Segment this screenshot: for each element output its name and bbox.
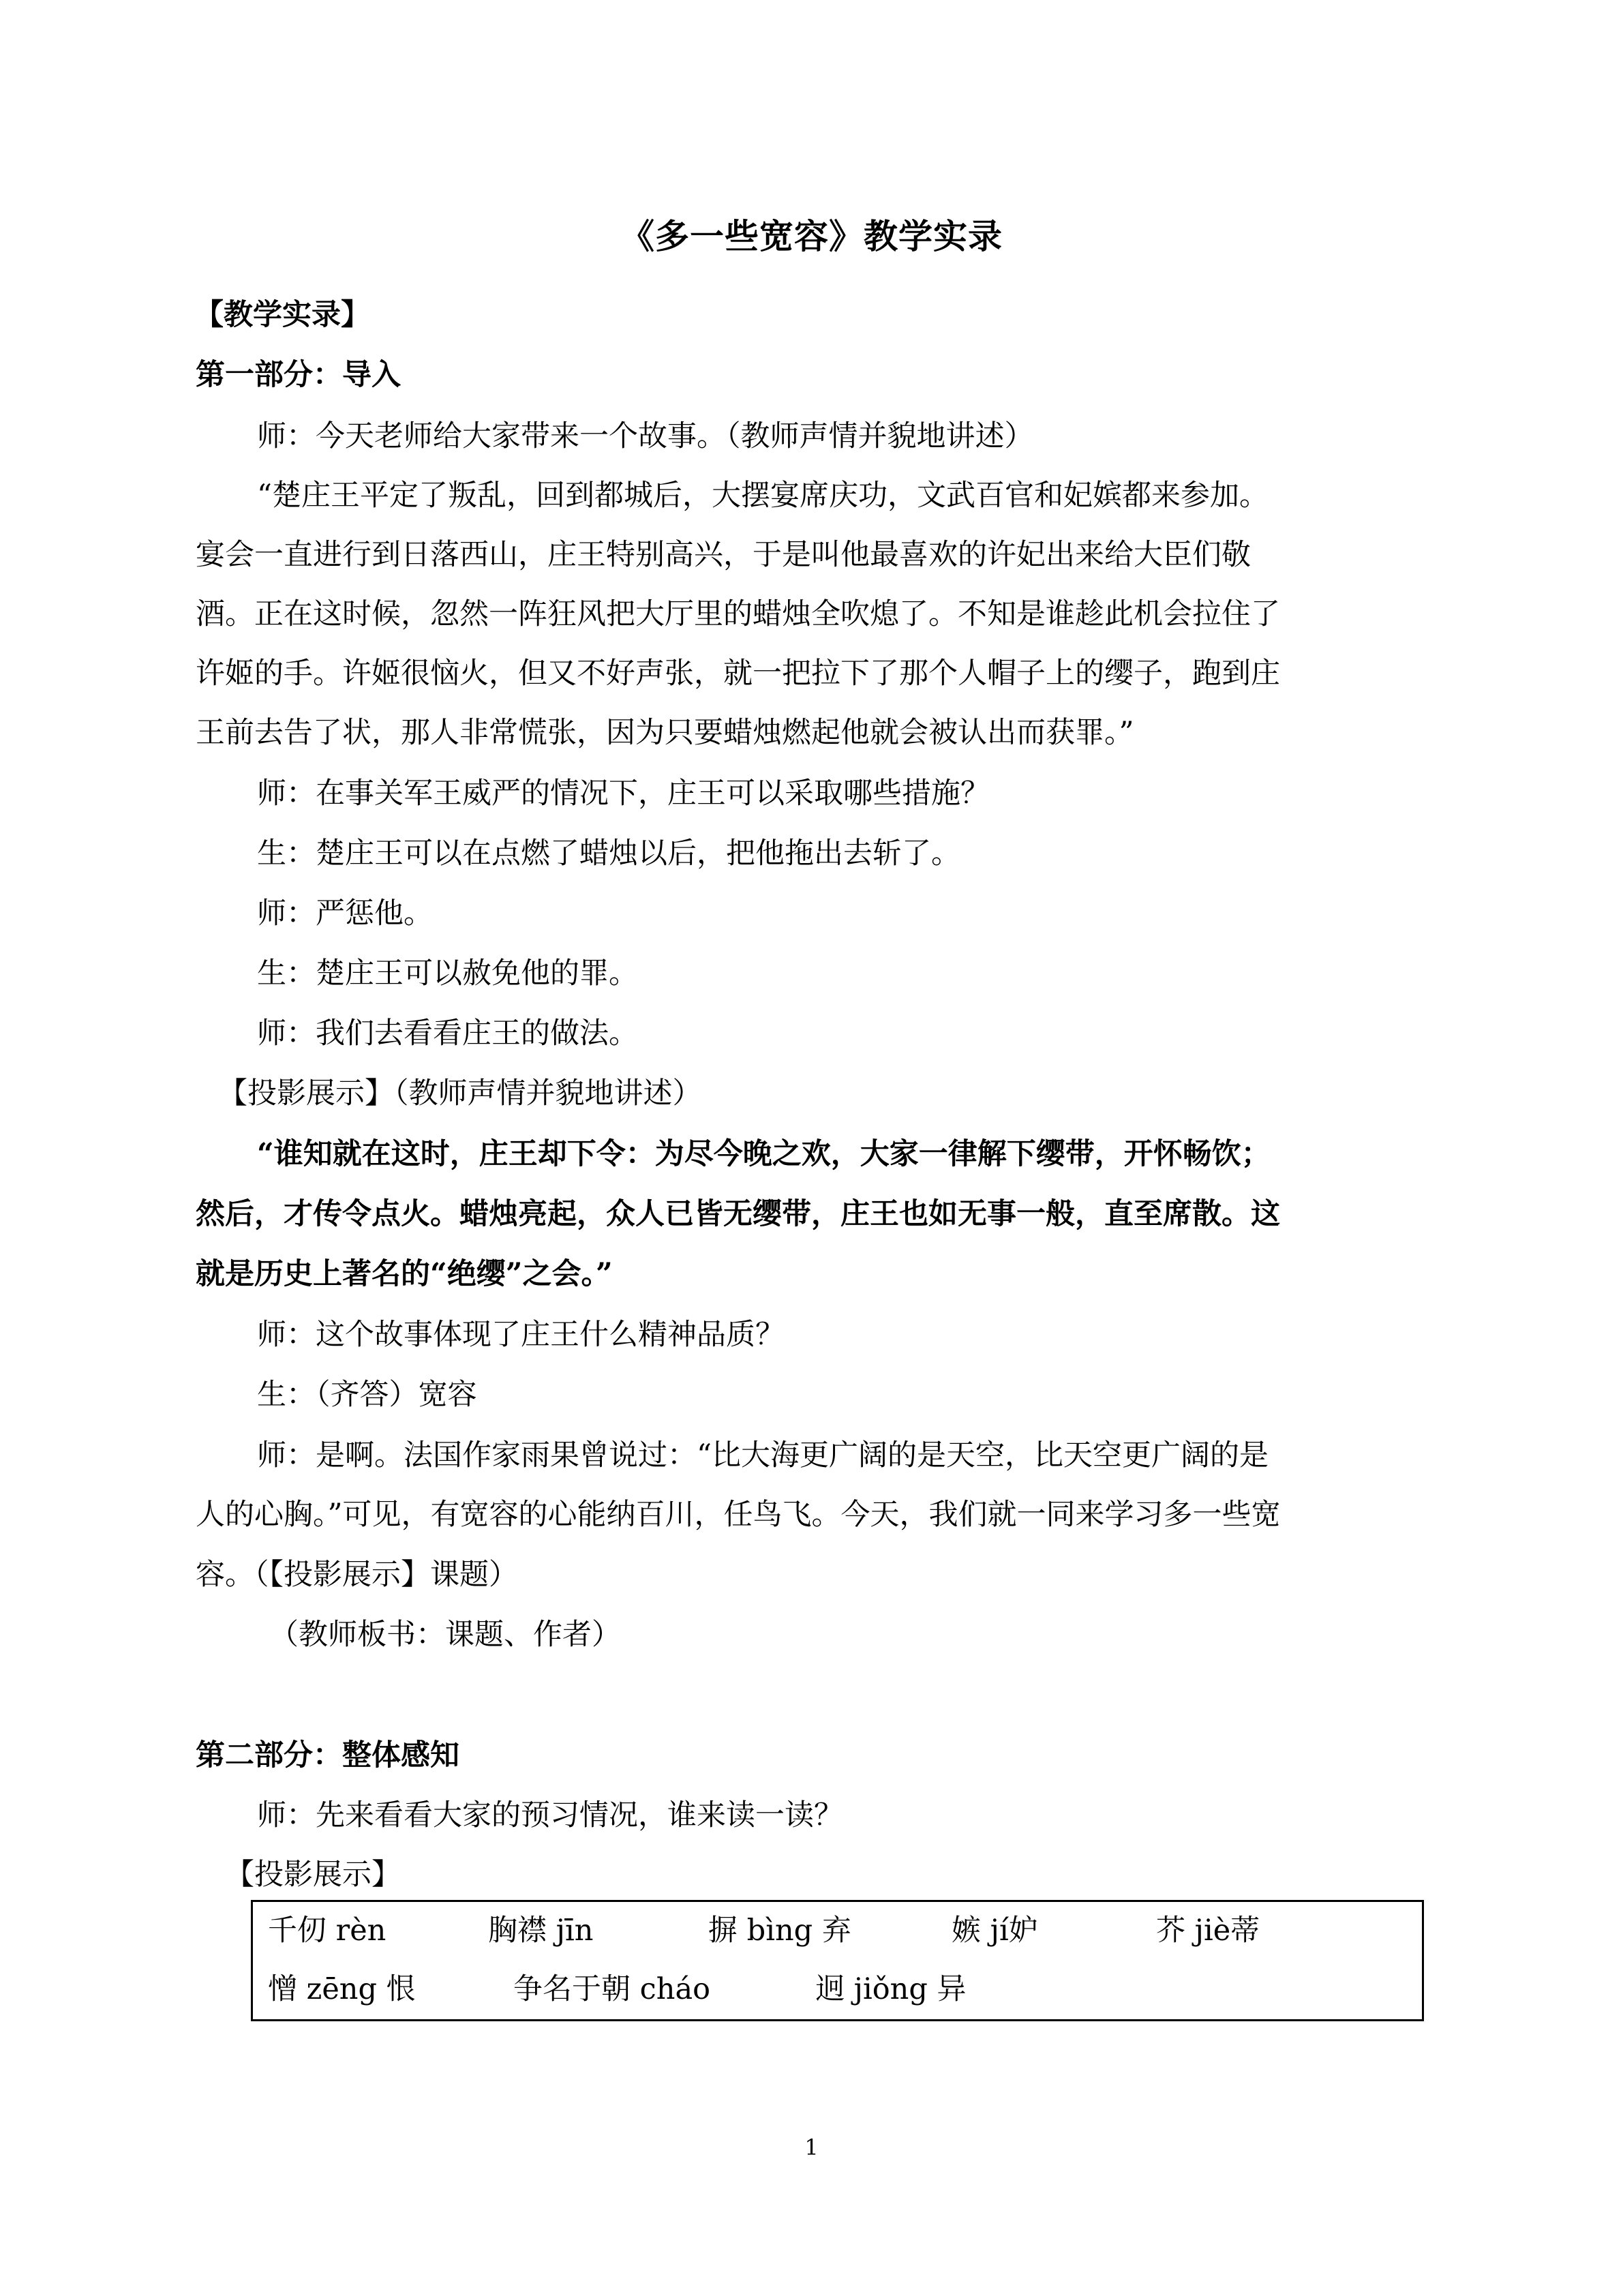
story-line: 王前去告了状，那人非常慌张，因为只要蜡烛燃起他就会被认出而获罪。” [196,716,1134,750]
document-title: 《多一些宽容》教学实录 [620,216,1003,256]
dialogue-line: 师：是啊。法国作家雨果曾说过：“比大海更广阔的是天空，比天空更广阔的是 [257,1438,1269,1472]
dialogue-line: 容。（【投影展示】课题） [196,1558,518,1592]
vocab-item: 芥 jiè蒂 [1156,1914,1260,1948]
quote-line: 就是历史上著名的“绝缨”之会。” [196,1257,613,1291]
dialogue-line: 师：这个故事体现了庄王什么精神品质？ [257,1318,785,1352]
vocab-item: 千仞 rèn [268,1914,386,1948]
vocab-item: 争名于朝 cháo [513,1972,710,2006]
dialogue-line: 师：先来看看大家的预习情况，谁来读一读？ [257,1798,843,1832]
section-header: 【教学实录】 [194,298,370,332]
story-line: 酒。正在这时候，忽然一阵狂风把大厅里的蜡烛全吹熄了。不知是谁趁此机会拉住了 [196,597,1280,631]
part2-heading: 第二部分：整体感知 [196,1738,459,1772]
part1-heading: 第一部分：导入 [196,358,401,392]
dialogue-line: 师：严惩他。 [257,896,433,931]
dialogue-line: 师：在事关军王威严的情况下，庄王可以采取哪些措施？ [257,776,990,811]
vocab-item: 憎 zēng 恨 [268,1972,416,2006]
dialogue-line: 生：楚庄王可以在点燃了蜡烛以后，把他拖出去斩了。 [257,836,960,871]
vocab-item: 摒 bìng 弃 [708,1914,851,1948]
page-number: 1 [804,2134,819,2160]
projection-note: 【投影展示】 [225,1858,401,1892]
board-note: （教师板书：课题、作者） [269,1618,621,1652]
story-line: “楚庄王平定了叛乱，回到都城后，大摆宴席庆功，文武百官和妃嫔都来参加。 [257,479,1269,513]
quote-line: 然后，才传令点火。蜡烛亮起，众人已皆无缨带，庄王也如无事一般，直至席散。这 [196,1197,1280,1231]
dialogue-line: 生：（齐答）宽容 [257,1378,477,1412]
quote-line: “谁知就在这时，庄王却下令：为尽今晚之欢，大家一律解下缨带，开怀畅饮； [257,1137,1271,1171]
vocab-item: 胸襟 jīn [488,1914,594,1948]
dialogue-line: 人的心胸。”可见，有宽容的心能纳百川，任鸟飞。今天，我们就一同来学习多一些宽 [196,1498,1281,1532]
projection-note: 【投影展示】（教师声情并貌地讲述） [218,1076,702,1111]
story-line: 宴会一直进行到日落西山，庄王特别高兴，于是叫他最喜欢的许妃出来给大臣们敬 [196,538,1251,572]
vocabulary-box [251,1900,1424,2021]
vocab-item: 嫉 jí妒 [952,1914,1038,1948]
dialogue-line: 师：我们去看看庄王的做法。 [257,1016,638,1051]
dialogue-line: 生：楚庄王可以赦免他的罪。 [257,956,638,991]
story-line: 许姬的手。许姬很恼火，但又不好声张，就一把拉下了那个人帽子上的缨子，跑到庄 [196,656,1280,691]
paragraph-line: 师：今天老师给大家带来一个故事。（教师声情并貌地讲述） [257,419,1034,453]
vocab-item: 迥 jiǒng 异 [815,1972,967,2006]
